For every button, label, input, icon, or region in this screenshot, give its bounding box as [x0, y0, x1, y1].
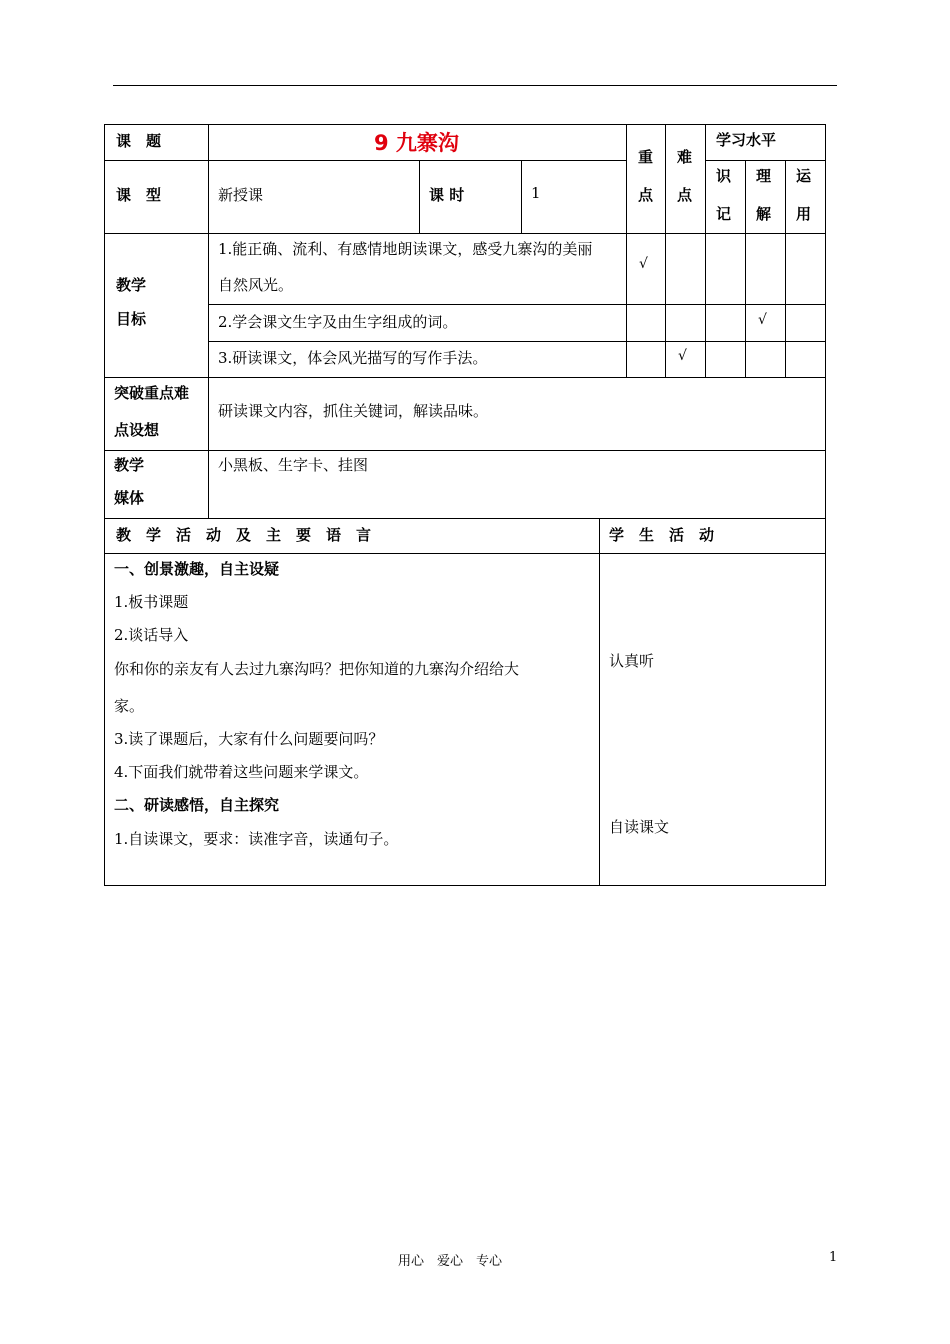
lesson-label: 课 题: [116, 132, 162, 150]
goal-1-key: [627, 234, 666, 305]
recall-header: [706, 161, 746, 234]
header-rule: [113, 85, 837, 86]
breakthrough-label-cell: [105, 378, 209, 451]
breakthrough-value: 研读课文内容，抓住关键词，解读品味。: [218, 402, 489, 420]
page-number: 1: [829, 1250, 838, 1265]
activities-table: [104, 518, 826, 886]
type-value: 新授课: [218, 186, 264, 204]
type-label: 课 型: [116, 186, 162, 204]
understand-label-bottom: 解: [756, 205, 772, 223]
student-activity: 认真听: [609, 652, 655, 670]
difficulty-header: [666, 125, 706, 234]
goal-1-line-2: 自然风光。: [218, 276, 294, 294]
hours-label: 课 时: [429, 186, 465, 204]
apply-label-top: 运: [796, 167, 812, 185]
learning-level-header: [706, 125, 826, 161]
lesson-plan-table: [104, 124, 826, 519]
goal-2-apply: [786, 305, 826, 342]
apply-label-bottom: 用: [796, 205, 812, 223]
goals-label-top: 教学: [116, 276, 147, 294]
difficulty-label-top: 难: [677, 148, 693, 166]
teacher-activities-cell: [105, 554, 600, 886]
activity-line: 你和你的亲友有人去过九寨沟吗？把你知道的九寨沟介绍给大: [114, 660, 520, 678]
check-mark: √: [678, 348, 687, 364]
understand-header: [746, 161, 786, 234]
lesson-title: 9 九寨沟: [374, 131, 459, 155]
media-label-bottom: 媒体: [114, 489, 145, 507]
breakthrough-label-top: 突破重点难: [114, 384, 190, 402]
check-mark: √: [758, 312, 767, 328]
goal-3-understand: [746, 342, 786, 378]
media-value-cell: [209, 451, 826, 519]
goal-3-difficulty: [666, 342, 706, 378]
breakthrough-value-cell: [209, 378, 826, 451]
media-label-top: 教学: [114, 456, 145, 474]
goals-label-cell: [105, 234, 209, 378]
key-point-label-bottom: 点: [638, 186, 654, 204]
activity-line: 家。: [114, 697, 145, 715]
type-value-cell: [209, 161, 420, 234]
goal-2-recall: [706, 305, 746, 342]
lesson-label-cell: [105, 125, 209, 161]
lesson-title-cell: [209, 125, 627, 161]
goal-3-recall: [706, 342, 746, 378]
student-activities-title: 学 生 活 动: [609, 526, 715, 544]
student-activities-cell: [600, 554, 826, 886]
recall-label-top: 识: [716, 167, 732, 185]
activity-line: 2.谈话导入: [114, 626, 189, 644]
teacher-activities-header: [105, 519, 600, 554]
check-mark: √: [639, 256, 648, 272]
goal-2-key: [627, 305, 666, 342]
key-point-label-top: 重: [638, 148, 654, 166]
recall-label-bottom: 记: [716, 205, 732, 223]
teacher-activities-title: 教 学 活 动 及 主 要 语 言: [116, 526, 372, 544]
goal-3-text: 3.研读课文，体会风光描写的写作手法。: [218, 349, 488, 367]
goal-1-recall: [706, 234, 746, 305]
hours-value-cell: [522, 161, 627, 234]
key-point-header: [627, 125, 666, 234]
activity-line: 4.下面我们就带着这些问题来学课文。: [114, 763, 369, 781]
goal-2-difficulty: [666, 305, 706, 342]
goal-2-understand: [746, 305, 786, 342]
goal-item: [209, 342, 627, 378]
type-label-cell: [105, 161, 209, 234]
activity-line: 3.读了课题后，大家有什么问题要问吗？: [114, 730, 384, 748]
student-activity: 自读课文: [609, 818, 670, 836]
media-label-cell: [105, 451, 209, 519]
goal-1-line-1: 1.能正确、流利、有感情地朗读课文，感受九寨沟的美丽: [218, 240, 593, 258]
goal-1-understand: [746, 234, 786, 305]
hours-value: 1: [531, 184, 541, 202]
understand-label-top: 理: [756, 167, 772, 185]
learning-level-label: 学习水平: [716, 131, 777, 149]
activity-line: 1.板书课题: [114, 593, 189, 611]
goal-1-difficulty: [666, 234, 706, 305]
hours-label-cell: [420, 161, 522, 234]
goal-item: [209, 234, 627, 305]
difficulty-label-bottom: 点: [677, 186, 693, 204]
section-heading: 二、研读感悟，自主探究: [114, 796, 280, 814]
student-activities-header: [600, 519, 826, 554]
media-value: 小黑板、生字卡、挂图: [218, 456, 369, 474]
goal-3-key: [627, 342, 666, 378]
goal-item: [209, 305, 627, 342]
activity-line: 1.自读课文，要求：读准字音，读通句子。: [114, 830, 399, 848]
breakthrough-label-bottom: 点设想: [114, 421, 160, 439]
goal-3-apply: [786, 342, 826, 378]
section-heading: 一、创景激趣，自主设疑: [114, 560, 280, 578]
footer-motto: 用心 爱心 专心: [398, 1254, 503, 1269]
goals-label-bottom: 目标: [116, 310, 147, 328]
apply-header: [786, 161, 826, 234]
goal-2-text: 2.学会课文生字及由生字组成的词。: [218, 313, 458, 331]
goal-1-apply: [786, 234, 826, 305]
